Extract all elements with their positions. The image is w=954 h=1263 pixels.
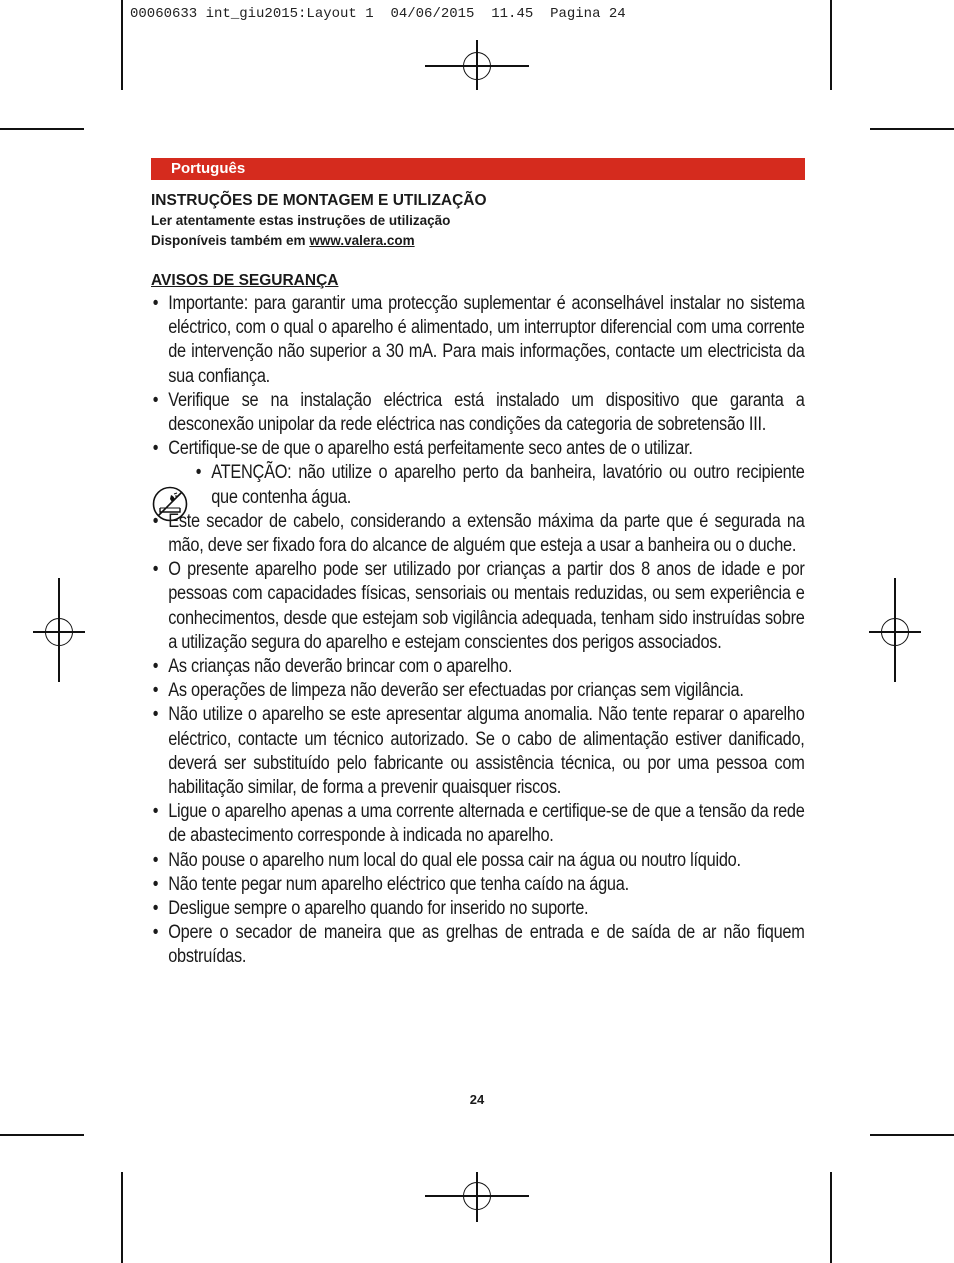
list-item: • Certifique-se de que o aparelho está perfeitamente seco antes de o utilizar. [151,437,805,461]
page-title: INSTRUÇÕES DE MONTAGEM E UTILIZAÇÃO [151,192,487,209]
list-item: • Ligue o aparelho apenas a uma corrente alternada e certifique-se de que a tensão da rede de abastecimento corresponde à indicada no aparelho. [151,800,805,848]
list-item: • As operações de limpeza não deverão ser efectuadas por crianças sem vigilância. [151,679,805,703]
availability-note [151,233,415,248]
list-item: • Não utilize o aparelho se este apresentar alguma anomalia. Não tente reparar o aparelho eléctrico, contacte um técnico autorizado. Se o cabo de alimentação estiver danificado, deverá ser substituído pelo fabricante ou assistência técnica, ou por uma pessoa com habilitação similar, de forma a prevenir quaisquer riscos. [151,703,805,800]
list-item: • Não tente pegar num aparelho eléctrico que tenha caído na água. [151,873,805,897]
list-item: • Não pouse o aparelho num local do qual ele possa cair na água ou noutro líquido. [151,849,805,873]
section-title: AVISOS DE SEGURANÇA [151,272,339,289]
availability-prefix: Disponíveis também em [151,233,310,248]
read-instructions-note: Ler atentamente estas instruções de utilização [151,213,451,228]
list-item: • Desligue sempre o aparelho quando for inserido no suporte. [151,897,805,921]
list-item: • Importante: para garantir uma protecção suplementar é aconselhável instalar no sistema eléctrico, com o qual o aparelho é alimentado, um interruptor diferencial com uma corrente de intervenção não superior a 30 mA. Para mais informações, contacte um electricista da sua confiança. [151,292,805,389]
list-item-warning: • ATENÇÃO: não utilize o aparelho perto da banheira, lavatório ou outro recipiente que contenha água. [151,461,805,509]
list-item: • O presente aparelho pode ser utilizado por crianças a partir dos 8 anos de idade e por pessoas com capacidades físicas, sensoriais ou mentais reduzidas, ou sem experiência e conhecimentos, desde que estejam sob vigilância adequada, tenham sido instruídas sobre a utilização segura do aparelho e estejam conscientes dos perigos associados. [151,558,805,655]
list-item: • Opere o secador de maneira que as grelhas de entrada e de saída de ar não fiquem obstruídas. [151,921,805,969]
list-item: • Este secador de cabelo, considerando a extensão máxima da parte que é segurada na mão, deve ser fixado fora do alcance de alguém que esteja a usar a banheira ou o duche. [151,510,805,558]
website-link[interactable]: www.valera.com [309,233,415,248]
list-item: • As crianças não deverão brincar com o aparelho. [151,655,805,679]
list-item: • Verifique se na instalação eléctrica está instalado um dispositivo que garanta a desconexão unipolar da rede eléctrica nas condições da categoria de sobretensão III. [151,389,805,437]
page-number: 24 [469,1092,485,1107]
print-slug: 00060633 int_giu2015:Layout 1 04/06/2015 11.45 Pagina 24 [130,6,626,22]
safety-warnings-list [151,292,805,970]
language-bar: Português [151,158,805,180]
